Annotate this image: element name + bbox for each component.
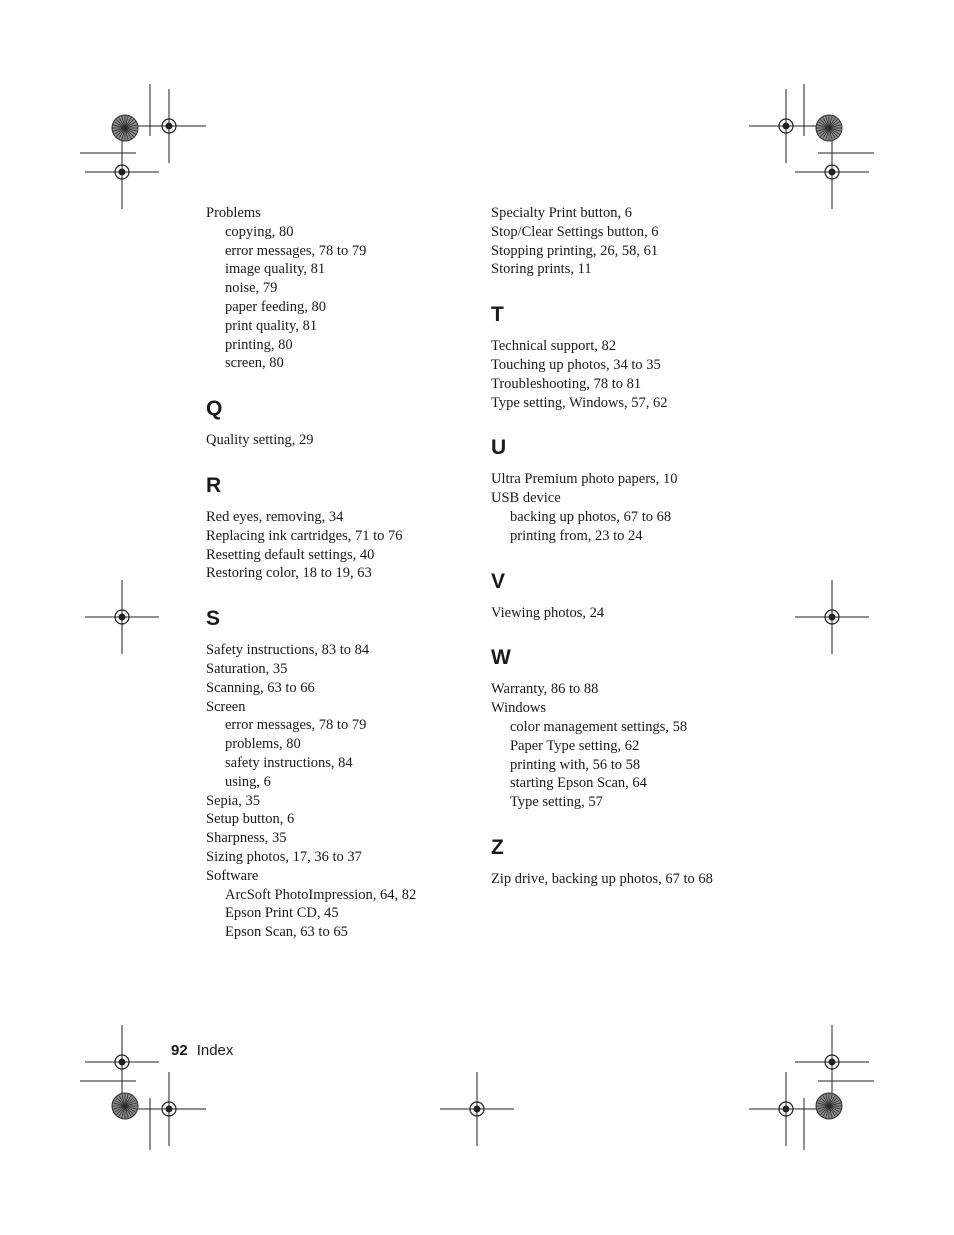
crosshair-icon xyxy=(85,580,159,654)
index-letter-heading: Z xyxy=(491,835,504,859)
index-column-right xyxy=(491,204,756,889)
index-subentry: printing, 80 xyxy=(225,336,293,353)
index-entry: Scanning, 63 to 66 xyxy=(206,679,315,696)
crosshair-icon xyxy=(795,1025,869,1099)
index-subentry: Epson Scan, 63 to 65 xyxy=(225,924,348,941)
crosshair-icon xyxy=(795,580,869,654)
index-subentry: problems, 80 xyxy=(225,736,301,753)
index-subentry: printing from, 23 to 24 xyxy=(510,527,643,544)
starburst-icon xyxy=(112,115,138,141)
index-subentry: noise, 79 xyxy=(225,280,278,297)
index-entry: Restoring color, 18 to 19, 63 xyxy=(206,565,372,582)
index-subentry: Type setting, 57 xyxy=(510,794,603,811)
crosshair-icon xyxy=(749,1072,823,1146)
index-entry: Quality setting, 29 xyxy=(206,432,314,449)
index-entry: Safety instructions, 83 to 84 xyxy=(206,642,370,659)
index-subentry: copying, 80 xyxy=(225,223,294,240)
index-entry: Specialty Print button, 6 xyxy=(491,205,632,221)
index-entry: Type setting, Windows, 57, 62 xyxy=(491,394,668,411)
index-entry: Software xyxy=(206,867,259,884)
footer-section-title: Index xyxy=(196,1042,234,1059)
index-subentry: screen, 80 xyxy=(225,355,284,372)
index-entry: Replacing ink cartridges, 71 to 76 xyxy=(206,527,403,544)
index-entry: Viewing photos, 24 xyxy=(491,604,605,621)
index-subentry: color management settings, 58 xyxy=(510,718,688,735)
index-entry: Screen xyxy=(206,698,246,715)
index-subentry: ArcSoft PhotoImpression, 64, 82 xyxy=(225,886,417,903)
crosshair-icon xyxy=(85,135,159,209)
index-entry: Stopping printing, 26, 58, 61 xyxy=(491,242,659,259)
index-entry: Sizing photos, 17, 36 to 37 xyxy=(206,848,362,865)
index-subentry: safety instructions, 84 xyxy=(225,754,353,771)
index-entry: Storing prints, 11 xyxy=(491,261,592,278)
index-subentry: printing with, 56 to 58 xyxy=(510,756,641,773)
index-letter-heading: R xyxy=(206,473,222,497)
index-letter-heading: V xyxy=(491,569,506,593)
index-entry: Saturation, 35 xyxy=(206,660,288,677)
index-subentry: print quality, 81 xyxy=(225,317,318,334)
index-entry: Setup button, 6 xyxy=(206,811,295,828)
index-entry: Touching up photos, 34 to 35 xyxy=(491,356,661,373)
crosshair-icon xyxy=(132,1072,206,1146)
index-letter-heading: U xyxy=(491,436,507,460)
starburst-icon xyxy=(816,1093,842,1119)
index-entry: Warranty, 86 to 88 xyxy=(491,681,599,698)
index-subentry: error messages, 78 to 79 xyxy=(225,242,367,259)
index-subentry: Epson Print CD, 45 xyxy=(225,905,339,922)
index-letter-heading: W xyxy=(491,646,511,670)
index-subentry: image quality, 81 xyxy=(225,261,326,278)
starburst-icon xyxy=(112,1093,138,1119)
index-subentry: Paper Type setting, 62 xyxy=(510,737,640,754)
crosshair-icon xyxy=(440,1072,514,1146)
index-entry: Sharpness, 35 xyxy=(206,830,287,847)
index-letter-heading: Q xyxy=(206,397,223,421)
crosshair-icon xyxy=(132,89,206,163)
crosshair-icon xyxy=(795,135,869,209)
index-letter-heading: S xyxy=(206,607,221,631)
index-subentry: error messages, 78 to 79 xyxy=(225,717,367,734)
index-entry: Resetting default settings, 40 xyxy=(206,546,375,563)
index-letter-heading: T xyxy=(491,303,504,327)
index-subentry: paper feeding, 80 xyxy=(225,298,327,315)
index-entry: Red eyes, removing, 34 xyxy=(206,508,344,525)
crosshair-icon xyxy=(749,89,823,163)
index-column-left xyxy=(206,204,471,942)
index-entry: Stop/Clear Settings button, 6 xyxy=(491,223,659,240)
index-entry: Windows xyxy=(491,700,546,717)
index-entry: Ultra Premium photo papers, 10 xyxy=(491,471,678,488)
index-entry: Problems xyxy=(206,205,261,221)
starburst-icon xyxy=(816,115,842,141)
index-entry: Sepia, 35 xyxy=(206,792,260,809)
index-entry: USB device xyxy=(491,490,561,507)
page-number: 92 xyxy=(171,1042,188,1059)
index-entry: Technical support, 82 xyxy=(491,338,617,355)
page-footer xyxy=(171,1042,233,1059)
index-subentry: using, 6 xyxy=(225,773,271,790)
index-entry: Zip drive, backing up photos, 67 to 68 xyxy=(491,870,713,887)
index-subentry: starting Epson Scan, 64 xyxy=(510,775,647,792)
index-entry: Troubleshooting, 78 to 81 xyxy=(491,375,642,392)
crosshair-icon xyxy=(85,1025,159,1099)
index-subentry: backing up photos, 67 to 68 xyxy=(510,508,672,525)
